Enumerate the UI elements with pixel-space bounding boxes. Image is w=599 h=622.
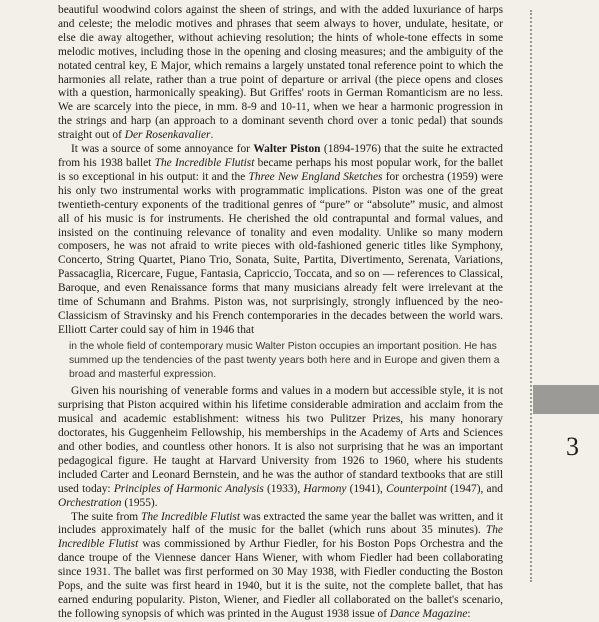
work-title: Der Rosenkavalier xyxy=(124,129,211,142)
book-title: Orchestration xyxy=(58,496,122,509)
work-title: The Incredible Flutist xyxy=(141,510,241,523)
book-title: Principles of Harmonic Analysis xyxy=(113,482,264,495)
body-text xyxy=(58,4,503,622)
dotted-divider xyxy=(530,10,532,582)
page-tab-marker xyxy=(533,385,599,414)
work-title: The Incredible Flutist xyxy=(154,156,255,169)
work-title: The Incredible Flutist xyxy=(58,524,503,551)
composer-name: Walter Piston xyxy=(253,143,321,156)
paragraph-piston-intro: It was a source of some annoyance for Walter Piston (1894-1976) that the suite he extracted from his 1938 ballet The Incredible Flutist became perhaps his most popular work, for the ballet is so exceptional in his output: it and the Three New England Sketches for orchestra (1959) were his only two instrumental works with programmatic implications. Piston was one of the great twentieth-century exponents of the traditional genres of “pure” or “absolute” music, and almost all of his music is for instruments. He cherished the old contrapuntal and formal values, and insisted on the continuing relevance of tonality and even modality. Unlike so many modern composers, he was not afraid to write pieces with old-fashioned generic titles like Symphony, Concerto, String Quartet, Piano Trio, Sonata, Suite, Partita, Divertimento, Serenata, Variations, Passacaglia, Ricercare, Fugue, Fantasia, Capriccio, Toccata, and so on — references to Classical, Baroque, and even Renaissance forms that many musicians already felt were irrelevant at the time of Schumann and Brahms. Piston was, not surprisingly, strongly influenced by the neo-Classicism of Stravinsky and his French contemporaries in the decades between the world wars. Elliott Carter could say of him in 1946 that xyxy=(58,143,503,336)
book-title: Counterpoint xyxy=(386,482,447,495)
work-title: Three New England Sketches xyxy=(248,170,383,183)
paragraph-piston-honors: Given his nourishing of venerable forms and values in a modern but accessible style, it is not surprising that Piston acquired within his lifetime considerable admiration and acclaim from the musical and academic establishment: witness his two Pulitzer Prizes, his many honorary doctorates, his Guggenheim Fellowship, his memberships in the Academy of Arts and Sciences and other bodies, and countless other honors. It is also not surprising that he was an important pedagogical figure. He taught at Harvard University from 1926 to 1960, where his students included Carter and Leonard Bernstein, and he was the author of standard textbooks that are still used today: Principles of Harmonic Analysis (1933), Harmony (1941), Counterpoint (1947), and Orchestration (1955). xyxy=(58,385,504,509)
magazine-title: Dance Magazine xyxy=(389,607,468,620)
paragraph-griffes: beautiful woodwind colors against the sheen of strings, and with the added luxuriance of harps and celeste; the melodic motives and phrases that seem always to hover, undulate, hesitate, or else die away altogether, without achieving resolution; the hints of whole-tone effects in some melodic motives, including those in the opening and closing measures; and the ambiguity of the notated central key, E Major, which remains a largely unstated tonal reference point to which the harmonies all relate, rather than a true point of departure or arrival (the piece opens and closes with a question, harmonically speaking). But Griffes' roots in German Romanticism are no less. We are scarcely into the piece, in mm. 8-9 and 10-11, when we hear a harmonic progression in the strings and harp (an approach to a dominant seventh chord over a tonic pedal) that sounds straight out of Der Rosenkavalier. xyxy=(58,4,503,142)
paragraph-flutist-suite: The suite from The Incredible Flutist was extracted the same year the ballet was written, and it includes approximately half of the music for the ballet (which runs about 35 minutes). The Incredible Flutist was commissioned by Arthur Fiedler, for his Boston Pops Orchestra and the dance troupe of the Viennese dancer Hans Wiener, with whom Fiedler had been collaborating since 1931. The ballet was first performed on 30 May 1938, with Fiedler conducting the Boston Pops, and the suite was first heard in 1940, but it is the suite, not the complete ballet, that has earned enduring popularity. Piston, Wiener, and Fiedler all collaborated on the ballet's scenario, the following synopsis of which was printed in the August 1938 issue of Dance Magazine: xyxy=(58,510,503,620)
book-title: Harmony xyxy=(303,482,347,495)
page-number: 3 xyxy=(566,432,579,461)
carter-quote: in the whole field of contemporary music Walter Piston occupies an important position. He has summed up the tendencies of the past twenty years both here and in Europe and given them a broad and masterful expression. xyxy=(69,340,500,381)
